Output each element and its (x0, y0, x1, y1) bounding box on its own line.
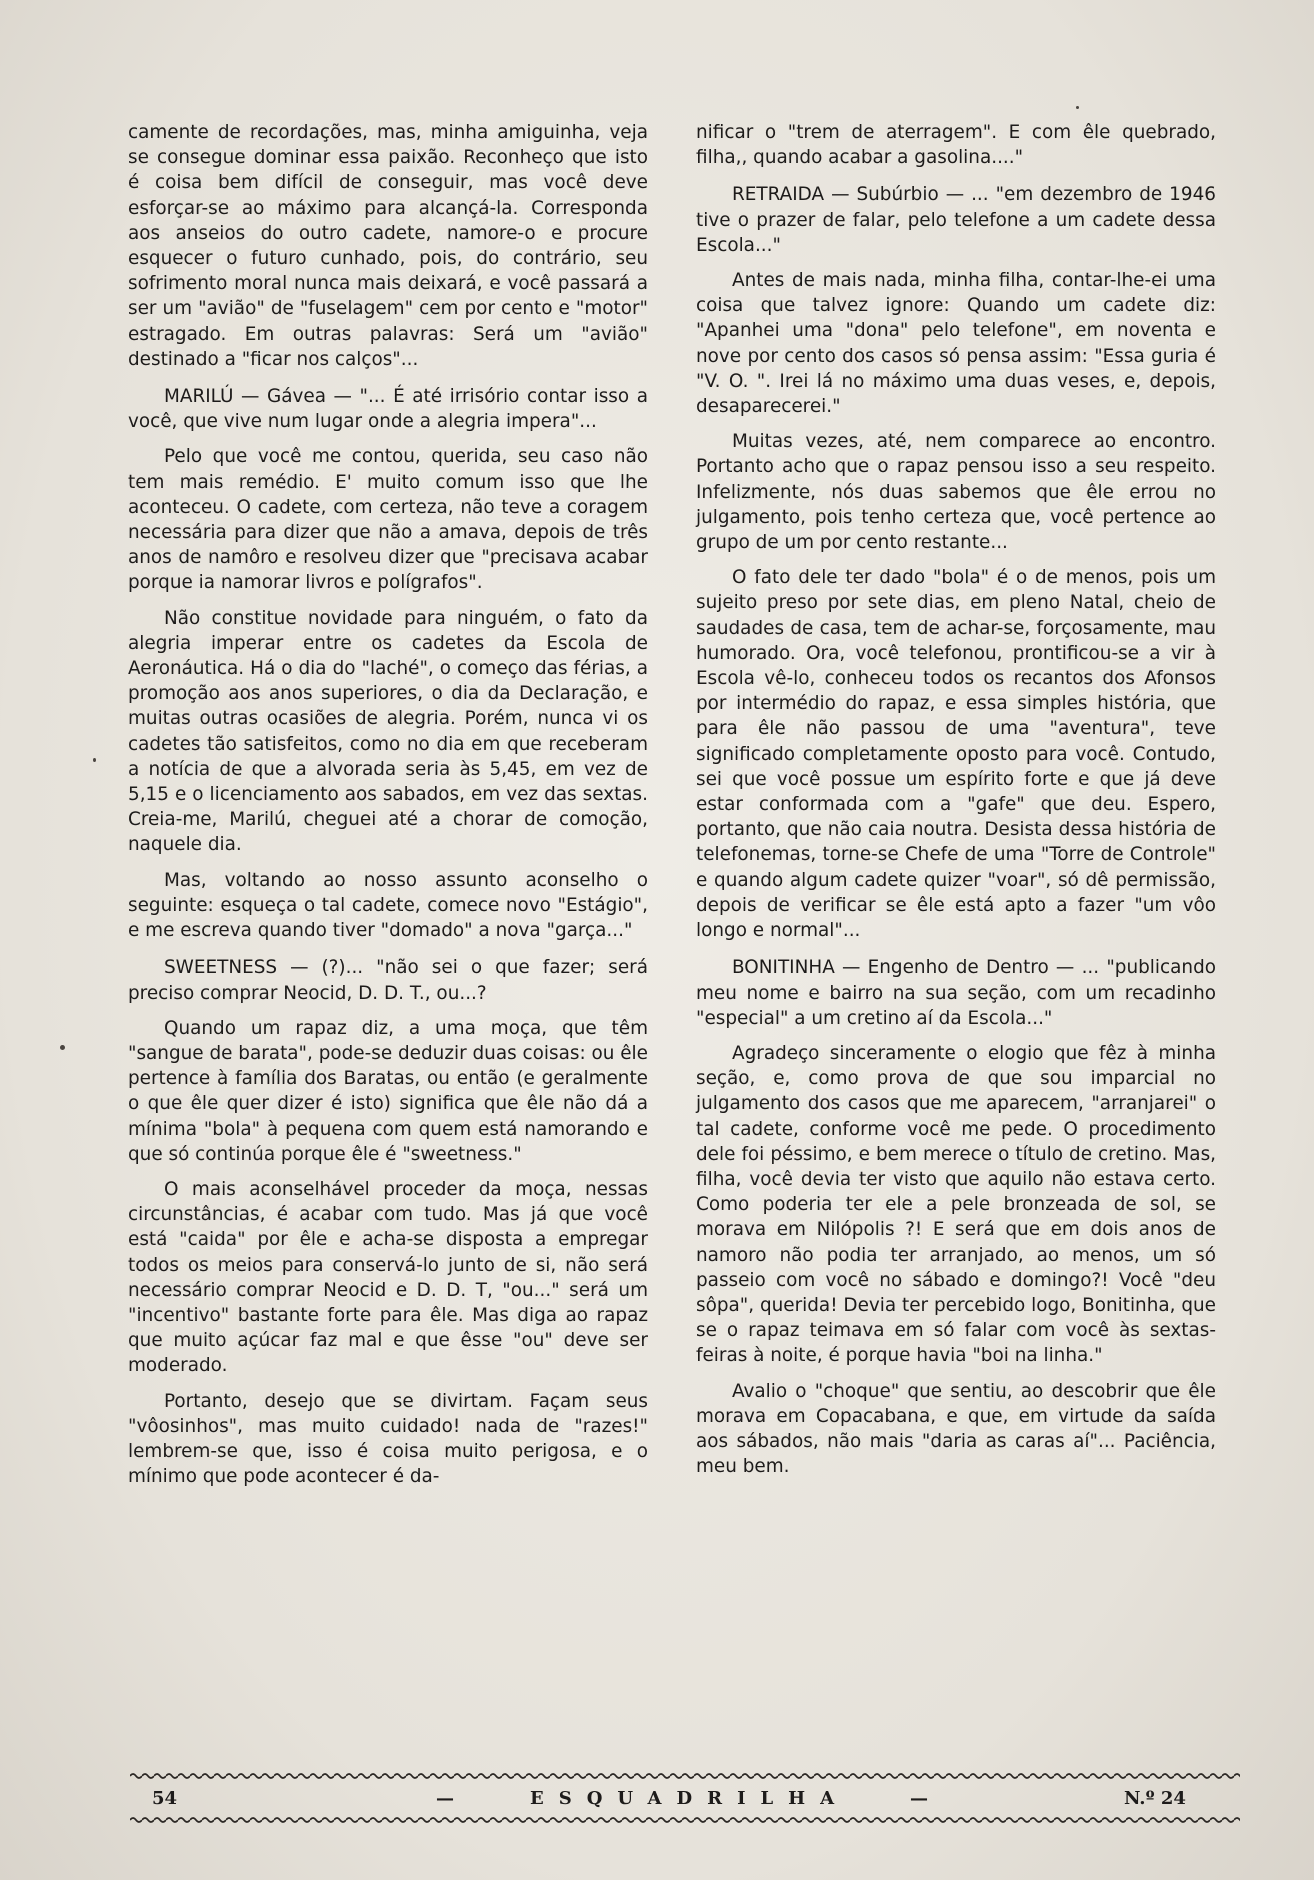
reader-letter-heading: RETRAIDA — Subúrbio — ... "em dezembro de 1946 tive o prazer de falar, pelo telefone a um cadete dessa Escola..." (696, 184, 1216, 256)
paragraph: Não constitue novidade para ninguém, o fato da alegria imperar entre os cadetes da Escola de Aeronáutica. Há o dia do "laché", o começo das férias, a promoção aos anos superiores, o dia da Declaração, e muitas outras ocasiões de alegria. Porém, nunca vi os cadetes tão satisfeitos, como no dia em que receberam a notícia de que a alvorada seria às 5,45, em vez de 5,15 e o licenciamento aos sabados, em vez das sextas. Creia-me, Marilú, cheguei até a chorar de comoção, naquele dia. (128, 607, 648, 856)
paragraph: Avalio o "choque" que sentiu, ao descobrir que êle morava em Copacabana, e que, em virtude da saída aos sábados, não mais "daria as caras aí"... Paciência, meu bem. (696, 1380, 1216, 1478)
print-speck (1076, 106, 1079, 109)
issue-number: N.º 24 (1124, 1788, 1186, 1809)
print-speck (93, 758, 96, 762)
reader-letter-heading: BONITINHA — Engenho de Dentro — ... "publicando meu nome e bairro na sua seção, com um recadinho "especial" a um cretino aí da Escola..." (696, 957, 1216, 1029)
reader-letter-heading: SWEETNESS — (?)... "não sei o que fazer; será preciso comprar Neocid, D. D. T., ou...? (128, 957, 648, 1004)
paragraph: Mas, voltando ao nosso assunto aconselho o seguinte: esqueça o tal cadete, comece novo "Estágio", e me escreva quando tiver "domado" a nova "garça..." (128, 869, 648, 942)
paragraph: Agradeço sinceramente o elogio que fêz à minha seção, e, como prova de que sou imparcial no julgamento dos casos que me aparecem, "arranjarei" o tal cadete, conforme você me pede. O procedimento dele foi péssimo, e bem merece o título de cretino. Mas, filha, você devia ter visto que aquilo não estava certo. Como poderia ter ele a pele bronzeada de sol, se morava em Nilópolis ?! E será que em dois anos de namoro não podia ter arranjado, ao menos, um só passeio com você no sábado e domingo?! Você "deu sôpa", querida! Devia ter percebido logo, Bonitinha, que se o rapaz teimava em só falar com você às sextas-feiras à noite, é porque havia "boi na linha." (696, 1042, 1216, 1367)
paragraph: Muitas vezes, até, nem comparece ao encontro. Portanto acho que o rapaz pensou isso a seu respeito. Infelizmente, nós duas sabemos que êle errou no julgamento, pois tenho certeza que, você pertence ao grupo de um por cento restante... (696, 431, 1216, 554)
paragraph: nificar o "trem de aterragem". E com êle quebrado, filha,, quando acabar a gasolina...." (696, 122, 1216, 169)
footer-dash: — (910, 1788, 928, 1809)
print-speck (60, 1045, 65, 1050)
footer-wavy-rule-bottom (130, 1816, 1240, 1824)
footer-dash: — (436, 1788, 454, 1809)
left-column (128, 120, 648, 1499)
footer-wavy-rule-top (130, 1772, 1240, 1780)
paragraph: Pelo que você me contou, querida, seu caso não tem mais remédio. E' muito comum isso que lhe aconteceu. O cadete, com certeza, não teve a coragem necessária para dizer que não a amava, depois de três anos de namôro e resolveu dizer que "precisava acabar porque ia namorar livros e polígrafos". (128, 446, 648, 594)
paragraph: O fato dele ter dado "bola" é o de menos, pois um sujeito preso por sete dias, em pleno Natal, cheio de saudades de casa, tem de achar-se, forçosamente, mau humorado. Ora, você telefonou, prontificou-se a vir à Escola vê-lo, conheceu todos os recantos dos Afonsos por intermédio do rapaz, e essa simples história, que para êle não passou de uma "aventura", teve significado completamente oposto para você. Contudo, sei que você possue um espírito forte e que já deve estar conformada com a "gafe" que deu. Espero, portanto, que não caia noutra. Desista dessa história de telefonemas, torne-se Chefe de uma "Torre de Controle" e quando algum cadete quizer "voar", só dê permissão, depois de verificar se êle está apto a fazer "um vôo longo e normal"... (696, 567, 1216, 942)
paragraph: Quando um rapaz diz, a uma moça, que têm "sangue de barata", pode-se deduzir duas coisas: ou êle pertence à família dos Baratas, ou então (e geralmente o que êle quer dizer é isto) significa que êle não dá a mínima "bola" à pequena com quem está namorando e que só continúa porque êle é "sweetness." (128, 1017, 648, 1165)
paragraph: O mais aconselhável proceder da moça, nessas circunstâncias, é acabar com tudo. Mas já que você está "caida" por êle e acha-se disposta a empregar todos os meios para conservá-lo junto de si, não será necessário comprar Neocid e D. D. T, "ou..." será um "incentivo" bastante forte para êle. Mas diga ao rapaz que muito açúcar faz mal e que êsse "ou" deve ser moderado. (128, 1178, 648, 1377)
page-footer (130, 1786, 1240, 1816)
right-column (696, 120, 1216, 1489)
paragraph: Antes de mais nada, minha filha, contar-lhe-ei uma coisa que talvez ignore: Quando um cadete diz: "Apanhei uma "dona" pelo telefone", em noventa e nove por cento dos casos só pensa assim: "Essa guria é "V. O. ". Irei lá no máximo uma duas veses, e, depois, desaparecerei." (696, 270, 1216, 418)
page-number: 54 (152, 1788, 178, 1809)
paragraph: Portanto, desejo que se divirtam. Façam seus "vôosinhos", mas muito cuidado! nada de "razes!" lembrem-se que, isso é coisa muito perigosa, e o mínimo que pode acontecer é da- (128, 1390, 648, 1488)
reader-letter-heading: MARILÚ — Gávea — "... É até irrisório contar isso a você, que vive num lugar onde a alegria impera"... (128, 386, 648, 433)
magazine-title: ESQUADRILHA (530, 1788, 850, 1809)
paragraph: camente de recordações, mas, minha amiguinha, veja se consegue dominar essa paixão. Reconheço que isto é coisa bem difícil de conseguir, mas você deve esforçar-se ao máximo para alcançá-la. Corresponda aos anseios do outro cadete, namore-o e procure esquecer o futuro cunhado, pois, do contrário, seu sofrimento moral nunca mais deixará, e você passará a ser um "avião" de "fuselagem" cem por cento e "motor" estragado. Em outras palavras: Será um "avião" destinado a "ficar nos calços"... (128, 122, 648, 370)
